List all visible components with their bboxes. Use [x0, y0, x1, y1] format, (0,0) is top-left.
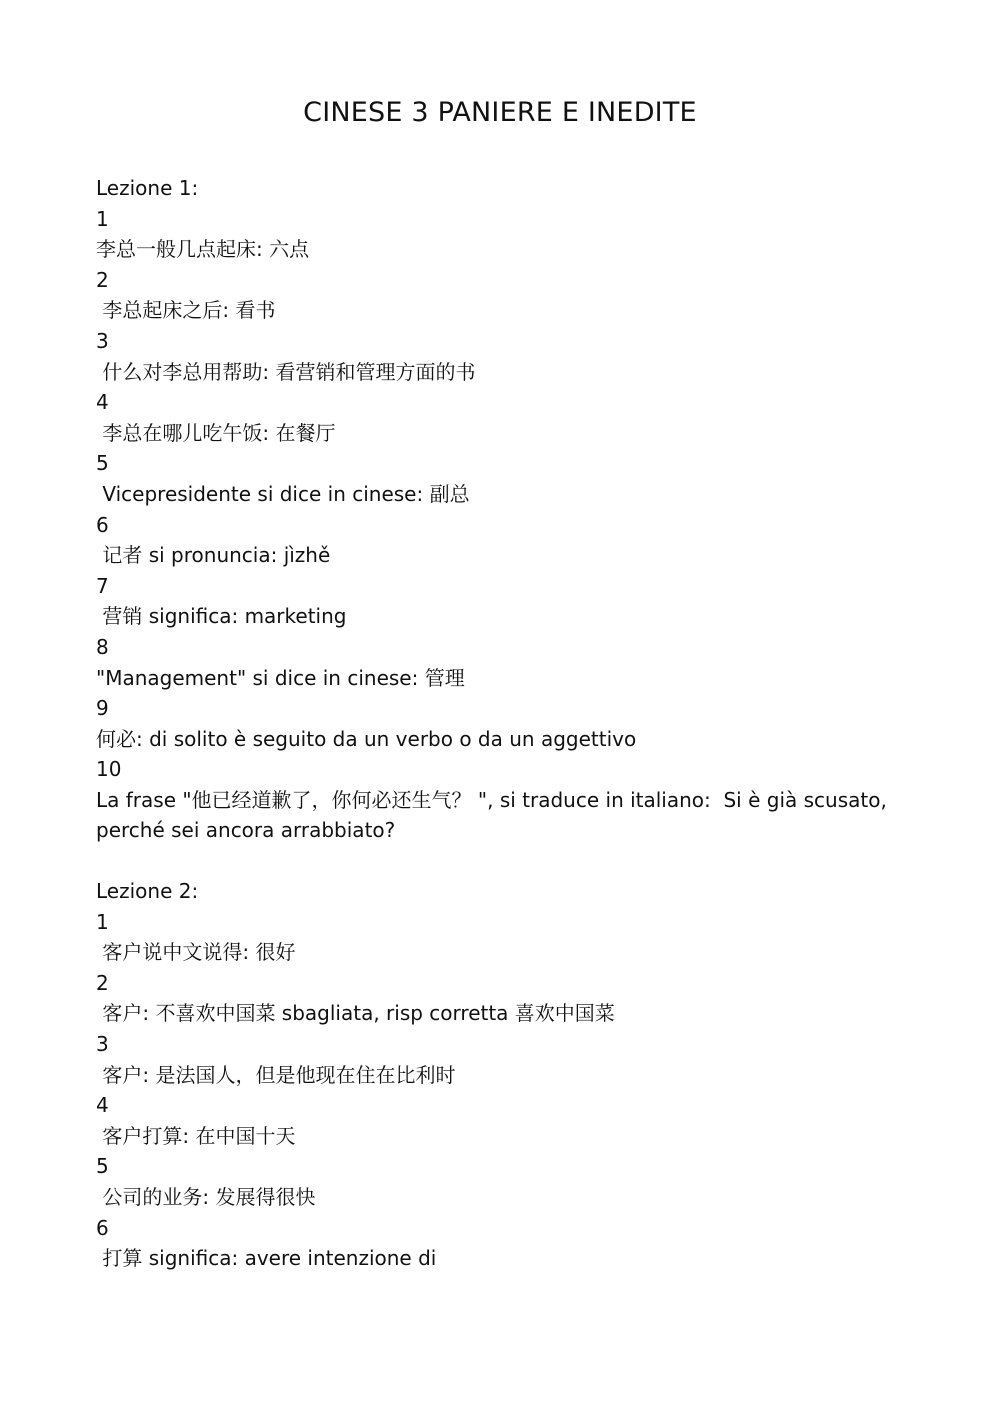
question-answer: Vicepresidente si dice in cinese: 副总: [96, 481, 470, 506]
question-answer: 打算 significa: avere intenzione di: [96, 1246, 437, 1271]
question-number: 4: [96, 1093, 109, 1118]
question-answer: 何必: di solito è seguito da un verbo o da un aggettivo: [96, 726, 637, 751]
question-number: 6: [96, 512, 109, 537]
question-answer: 客户说中文说得: 很好: [96, 940, 296, 965]
lesson-heading: Lezione 1:: [96, 176, 199, 200]
question-answer: 记者 si pronuncia: jìzhě: [96, 543, 331, 568]
question-answer: 客户: 不喜欢中国菜 sbagliata, risp corretta 喜欢中国菜: [96, 1001, 615, 1026]
question-number: 6: [96, 1215, 109, 1240]
document-title: CINESE 3 PANIERE E INEDITE: [303, 97, 697, 128]
question-answer: 客户打算: 在中国十天: [96, 1123, 296, 1148]
question-number: 2: [96, 970, 109, 995]
question-number: 8: [96, 634, 109, 659]
question-answer: 李总在哪儿吃午饭: 在餐厅: [96, 420, 336, 445]
question-number: 5: [96, 451, 109, 476]
question-number: 1: [96, 909, 109, 934]
question-number: 4: [96, 390, 109, 415]
question-answer: 李总一般几点起床: 六点: [96, 237, 310, 262]
question-answer: La frase "他已经道歉了，你何必还生气？ ", si traduce in italiano: Si è già scusato, perché sei ancora arrabbiato?: [96, 787, 894, 843]
question-number: 3: [96, 1032, 109, 1057]
question-number: 5: [96, 1154, 109, 1179]
question-answer: "Management" si dice in cinese: 管理: [96, 665, 465, 690]
question-answer: 营销 significa: marketing: [96, 604, 347, 629]
question-number: 10: [96, 757, 122, 782]
question-answer: 公司的业务: 发展得很快: [96, 1185, 316, 1209]
question-answer: 李总起床之后: 看书: [96, 298, 276, 323]
question-answer: 什么对李总用帮助: 看营销和管理方面的书: [96, 359, 476, 384]
question-answer: 客户: 是法国人，但是他现在住在比利时: [96, 1062, 456, 1087]
lesson-section: [96, 173, 904, 846]
question-number: 1: [96, 206, 109, 231]
question-number: 3: [96, 328, 109, 353]
lesson-heading: Lezione 2:: [96, 879, 199, 904]
lesson-section: [96, 876, 904, 1274]
question-number: 9: [96, 696, 109, 721]
question-number: 7: [96, 573, 109, 598]
question-number: 2: [96, 267, 109, 292]
